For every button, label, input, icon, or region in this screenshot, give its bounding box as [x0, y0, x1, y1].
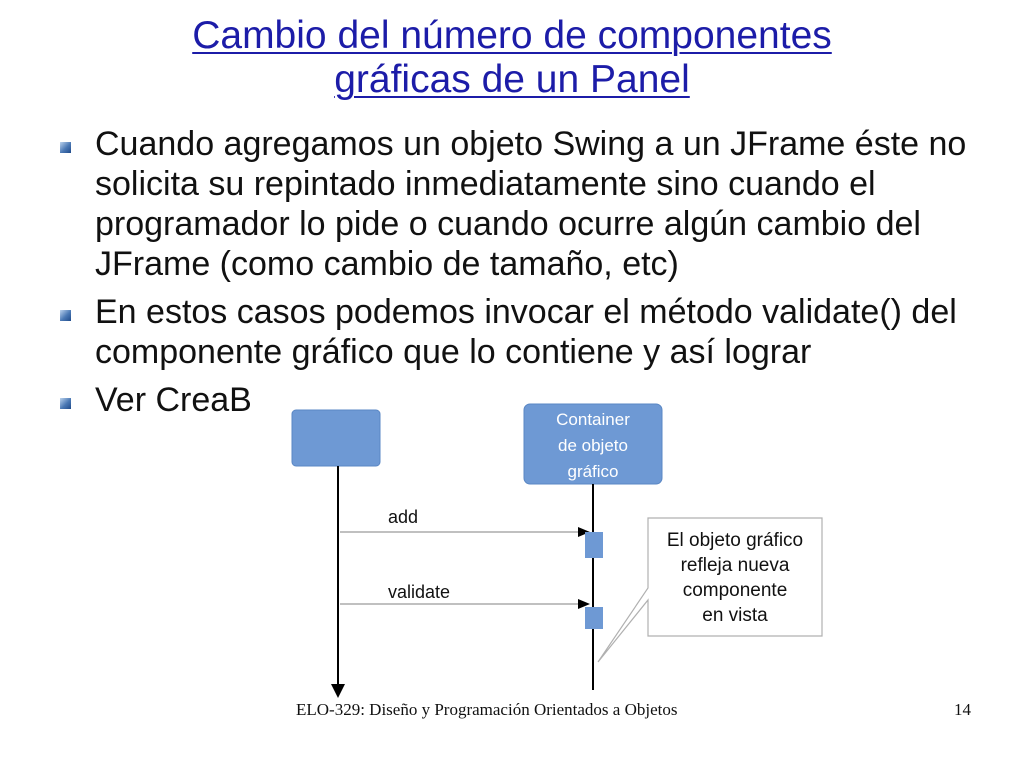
note-line-4: en vista: [702, 605, 768, 626]
container-label-line-3: gráfico: [567, 462, 619, 481]
note-line-1: El objeto gráfico: [666, 530, 804, 551]
bullet-text: En estos casos podemos invocar el método validate() del componente gráfico que lo contiene y así lograr: [95, 293, 957, 371]
slide-title-line-1: Cambio del número de componentes: [192, 14, 832, 57]
note-line-3: componente: [682, 580, 788, 601]
add-message-label: add: [388, 507, 419, 527]
footer-course: ELO-329: Diseño y Programación Orientados a Objetos: [296, 700, 678, 719]
container-label-line-1: Container: [556, 410, 630, 429]
activation-bar-add: [585, 532, 603, 558]
caller-lifeline-box: [292, 410, 380, 466]
note-line-2: refleja nueva: [680, 555, 790, 576]
bullet-text: Ver CreaB: [95, 381, 252, 419]
page-number: 14: [954, 700, 971, 719]
bullet-text: Cuando agregamos un objeto Swing a un JFrame éste no solicita su repintado inmediatamente sino cuando el programador lo pide o cuando ocurre algún cambio del JFrame (como cambio de tamaño, etc): [95, 125, 967, 283]
slide-title-line-2: gráficas de un Panel: [334, 58, 690, 101]
activation-bar-validate: [585, 607, 603, 629]
validate-message-label: validate: [388, 582, 451, 602]
container-label-line-2: de objeto: [558, 436, 628, 455]
